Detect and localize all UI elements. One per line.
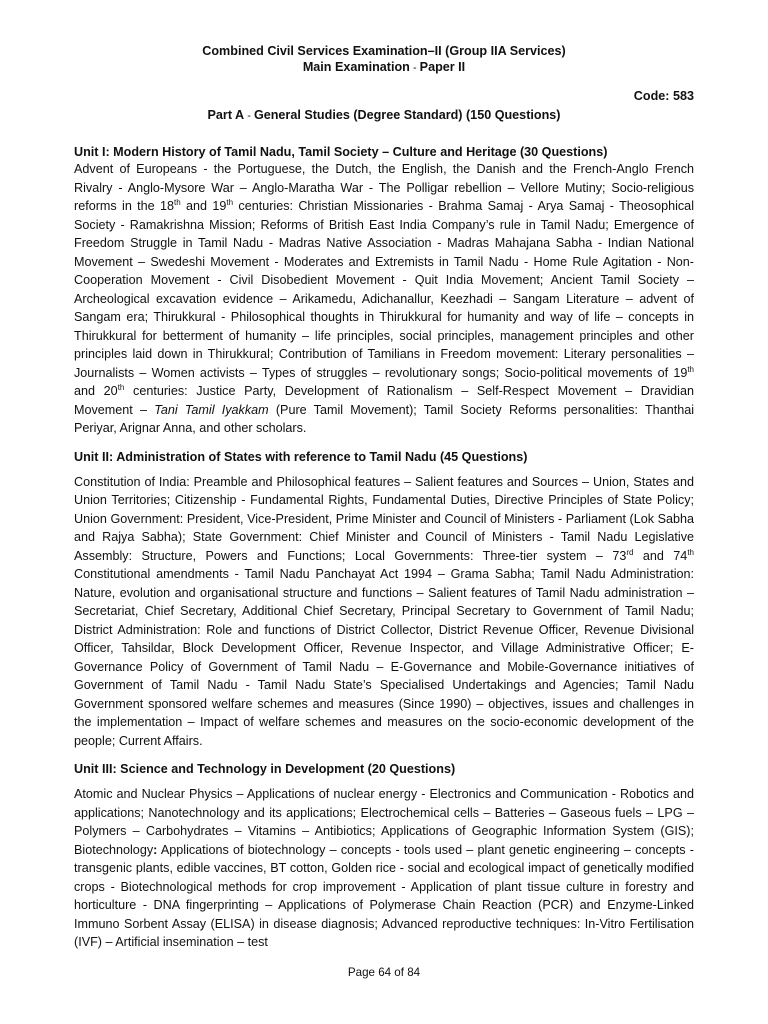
unit-2-text-2: and 74: [633, 548, 688, 563]
unit-1-text-6: (Pure Tamil Movement); Tamil Society Reforms personalities: Thanthai Periyar, Arignar Anna, and other scholars.: [74, 402, 695, 435]
unit-3-section: [74, 761, 694, 952]
unit-1-text-3: centuries: Christian Missionaries - Brahma Samaj - Arya Samaj - Theosophical Society - Ramakrishna Mission; Reforms of British East India Company’s rule in Tamil Nadu; Emergence of Freedom Struggle in Tamil Nadu - Madras Native Association - Madras Mahajana Sabha - Indian National Movement – Swedeshi Movement - Moderates and Extremists in Tamil Nadu - Home Rule Agitation - Non-Cooperation Movement - Civil Disobedient Movement - Quit India Movement; Ancient Tamil Society – Archeological excavation evidence – Arikamedu, Adichanallur, Keezhadi – Sangam Literature – advent of Sangam era; Thirukkural - Philosophical thoughts in Thirukkural for humanity and way of life – concepts in Thirukkural for betterment of humanity – life principles, social principles, management principles and other principles laid down in Thirukkural; Contribution of Tamilians in Freedom movement: Literary personalities – Journalists – Women activists – Types of struggles – revolutionary songs; Socio-political movements of 19: [74, 199, 694, 380]
subtitle-separator: -: [409, 62, 420, 74]
paper-label: Paper II: [419, 60, 466, 74]
unit-1-text-2: and 19: [180, 199, 227, 213]
unit-1-italic-term: Tani Tamil Iyakkam: [154, 402, 269, 417]
unit-1-text-4: and 20: [74, 384, 118, 398]
unit-2-title: Unit II: Administration of States with reference to Tamil Nadu (45 Questions): [74, 449, 528, 464]
main-examination-label: Main Examination: [302, 60, 410, 74]
unit-1-text-5: centuries: Justice Party, Development of Rationalism – Self-Respect Movement – Dravidian Movement –: [74, 384, 694, 417]
unit-2-body: [74, 473, 694, 751]
unit-2-sup-1: rd: [626, 547, 634, 557]
unit-3-text-2: Applications of biotechnology – concepts - tools used – plant genetic engineering – concepts - transgenic plants, edible vaccines, BT cotton, Golden rice - social and ecological impact of genetically modified crops - Biotechnological methods for crop improvement - Application of plant tissue culture in forestry and horticulture - DNA fingerprinting – Applications of Polymerase Chain Reaction (PCR) and Enzyme-Linked Immuno Sorbent Assay (ELISA) in disease diagnosis; Advanced reproductive techniques: In-Vitro Fertilisation (IVF) – Artificial insemination – test: [74, 842, 694, 949]
unit-3-body: [74, 785, 694, 952]
unit-1-body: [74, 160, 694, 438]
exam-title: Combined Civil Services Examination–II (Group IIA Services): [202, 44, 566, 58]
unit-2-text-1: Constitution of India: Preamble and Philosophical features – Salient features and Sources – Union, States and Union Territories; Citizenship - Fundamental Rights, Fundamental Duties, Directive Principles of State Policy; Union Government: President, Vice-President, Prime Minister and Council of Ministers - Parliament (Lok Sabha and Rajya Sabha); State Government: Chief Minister and Council of Ministers - Tamil Nadu Legislative Assembly: Structure, Powers and Functions; Local Governments: Three-tier system – 73: [74, 474, 694, 563]
unit-1-title: Unit I: Modern History of Tamil Nadu, Tamil Society – Culture and Heritage (30 Questions): [74, 145, 608, 159]
unit-3-text-1: Atomic and Nuclear Physics – Applications of nuclear energy - Electronics and Communication - Robotics and applications; Nanotechnology and its applications; Electrochemical cells – Batteries – Gaseous fuels – LPG – Polymers – Carbohydrates – Vitamins – Antibiotics; Applications of Geographic Information System (GIS); Biotechnology: [74, 787, 694, 857]
paper-code: Code: 583: [633, 89, 694, 103]
part-description: General Studies (Degree Standard) (150 Questions): [253, 108, 561, 122]
exam-subtitle: [74, 59, 694, 76]
unit-1-sup-3: th: [687, 364, 694, 374]
part-label: Part A: [207, 108, 245, 122]
unit-2-text-3: Constitutional amendments - Tamil Nadu Panchayat Act 1994 – Grama Sabha; Tamil Nadu Administration: Nature, evolution and organisational structure and functions – Salient features of Tamil Nadu administration – Secretariat, Chief Secretary, Additional Chief Secretary, Principal Secretary to Government of Tamil Nadu; District Administration: Role and functions of District Collector, District Revenue Officer, Revenue Divisional Officer, Tahsildar, Block Development Officer, Revenue Inspector, and Village Administrative Officer; E-Governance Policy of Government of Tamil Nadu – E-Governance and Mobile-Governance initiatives of Government of Tamil Nadu - Tamil Nadu State’s Specialised Undertakings and Agencies; Tamil Nadu Government sponsored welfare schemes and measures (Since 1990) – objectives, issues and challenges in the implementation – Impact of welfare schemes and measures on the socio-economic development of the people; Current Affairs.: [74, 567, 694, 748]
unit-1-sup-1: th: [174, 197, 181, 207]
unit-1-sup-2: th: [226, 197, 234, 207]
part-heading: [74, 107, 694, 124]
unit-1-section: [74, 144, 694, 438]
unit-3-bold-colon: :: [153, 842, 158, 857]
part-separator: -: [244, 110, 254, 122]
unit-2-section: [74, 449, 694, 751]
unit-3-title: Unit III: Science and Technology in Development (20 Questions): [74, 762, 456, 776]
unit-2-sup-2: th: [687, 547, 694, 557]
unit-1-sup-4: th: [117, 382, 125, 392]
page-number: Page 64 of 84: [347, 966, 421, 979]
unit-1-text-1: Advent of Europeans - the Portuguese, the Dutch, the English, the Danish and the French-Anglo French Rivalry - Anglo-Mysore War – Anglo-Maratha War - The Polligar rebellion – Vellore Mutiny; Socio-religious reforms in the 18: [74, 162, 694, 213]
